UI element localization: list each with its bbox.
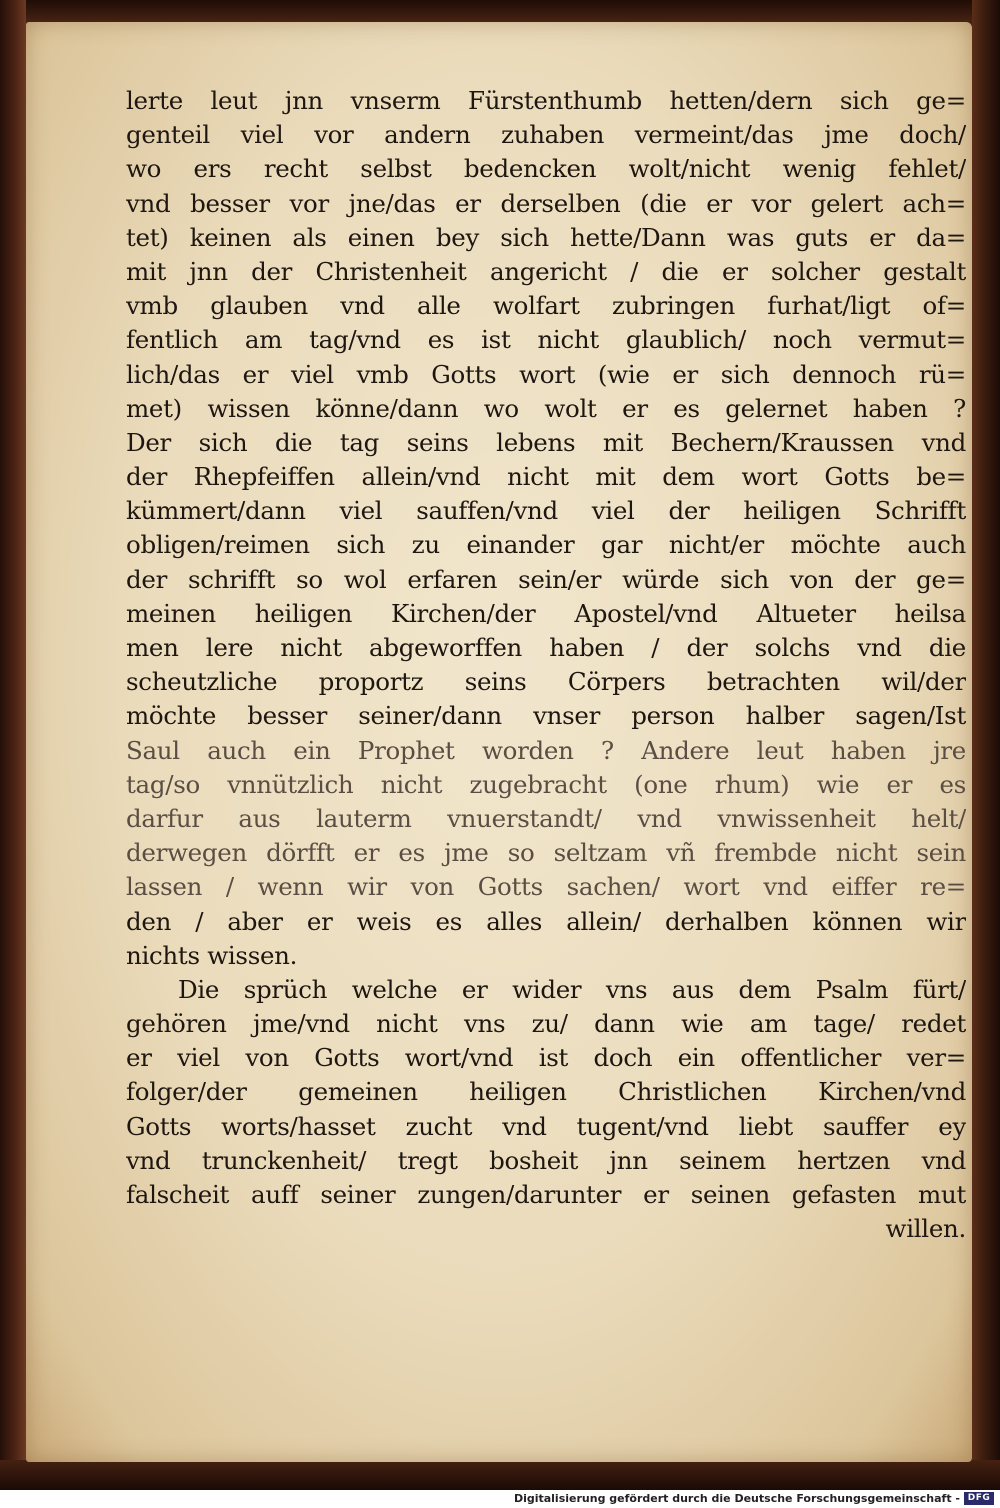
book-page <box>26 22 972 1462</box>
text-line: der Rhepfeiffen allein/vnd nicht mit dem wort Gotts be= <box>126 462 966 492</box>
text-line: genteil viel vor andern zuhaben vermeint/das jme doch/ <box>126 120 966 150</box>
text-line: lerte leut jnn vnserm Fürstenthumb hetten/dern sich ge= <box>126 86 966 115</box>
catchword: willen. <box>885 1214 966 1244</box>
text-line: vnd besser vor jne/das er derselben (die er vor gelert ach= <box>126 188 966 218</box>
funding-credit: Digitalisierung gefördert durch die Deutsche Forschungsgemeinschaft - <box>513 1492 960 1505</box>
text-line: Der sich die tag seins lebens mit Bechern/Kraussen vnd <box>126 427 966 457</box>
text-line: men lere nicht abgeworffen haben / der solchs vnd die <box>126 633 966 662</box>
scan-edge-right <box>972 0 1000 1490</box>
text-line: lassen / wenn wir von Gotts sachen/ wort vnd eiffer re= <box>126 872 966 902</box>
text-line: den / aber er weis es alles allein/ derhalben können wir <box>126 906 966 936</box>
text-line: meinen heiligen Kirchen/der Apostel/vnd Altueter heilsa <box>126 598 966 628</box>
scan-edge-bottom <box>0 1460 1000 1490</box>
text-line: folger/der gemeinen heiligen Christlichen Kirchen/vnd <box>126 1077 966 1107</box>
text-line: gehören jme/vnd nicht vns zu/ dann wie am tage/ redet <box>126 1009 966 1039</box>
text-line: der schrifft so wol erfaren sein/er würde sich von der ge= <box>126 564 966 594</box>
scan-edge-left <box>0 0 26 1490</box>
text-line: scheutzliche proportz seins Cörpers betrachten wil/der <box>126 667 966 697</box>
text-line: falscheit auff seiner zungen/darunter er seinen gefasten mut <box>126 1180 966 1209</box>
text-line: er viel von Gotts wort/vnd ist doch ein offentlicher ver= <box>126 1043 966 1073</box>
page-text-block <box>126 84 966 1246</box>
text-line: lich/das er viel vmb Gotts wort (wie er sich dennoch rü= <box>126 359 966 389</box>
text-line: darfur aus lauterm vnuerstandt/ vnd vnwissenheit helt/ <box>126 803 966 833</box>
text-line: fentlich am tag/vnd es ist nicht glaublich/ noch vermut= <box>126 325 966 355</box>
text-line: derwegen dörfft er es jme so seltzam vñ frembde nicht sein <box>126 838 966 868</box>
text-line: vnd trunckenheit/ tregt bosheit jnn seinem hertzen vnd <box>126 1145 966 1175</box>
text-line: möchte besser seiner/dann vnser person halber sagen/Ist <box>126 701 966 731</box>
text-line: tag/so vnnützlich nicht zugebracht (one rhum) wie er es <box>126 769 966 799</box>
dfg-logo: DFG <box>964 1492 994 1505</box>
text-line: tet) keinen als einen bey sich hette/Dann was guts er da= <box>126 222 966 252</box>
text-line: obligen/reimen sich zu einander gar nicht/er möchte auch <box>126 530 966 560</box>
text-line: Gotts worts/hasset zucht vnd tugent/vnd liebt sauffer ey <box>126 1111 966 1141</box>
text-line: met) wissen könne/dann wo wolt er es gelernet haben ? <box>126 393 966 423</box>
text-line: Die sprüch welche er wider vns aus dem Psalm fürt/ <box>178 974 966 1004</box>
text-line: vmb glauben vnd alle wolfart zubringen furhat/ligt of= <box>126 291 966 321</box>
text-line: kümmert/dann viel sauffen/vnd viel der heiligen Schrifft <box>126 496 966 526</box>
digitization-footer <box>0 1490 1000 1508</box>
text-line: wo ers recht selbst bedencken wolt/nicht wenig fehlet/ <box>126 154 966 184</box>
text-line: mit jnn der Christenheit angericht / die er solcher gestalt <box>126 256 966 286</box>
text-line: nichts wissen. <box>126 940 298 970</box>
scan-edge-top <box>0 0 1000 24</box>
text-line: Saul auch ein Prophet worden ? Andere leut haben jre <box>126 735 966 765</box>
